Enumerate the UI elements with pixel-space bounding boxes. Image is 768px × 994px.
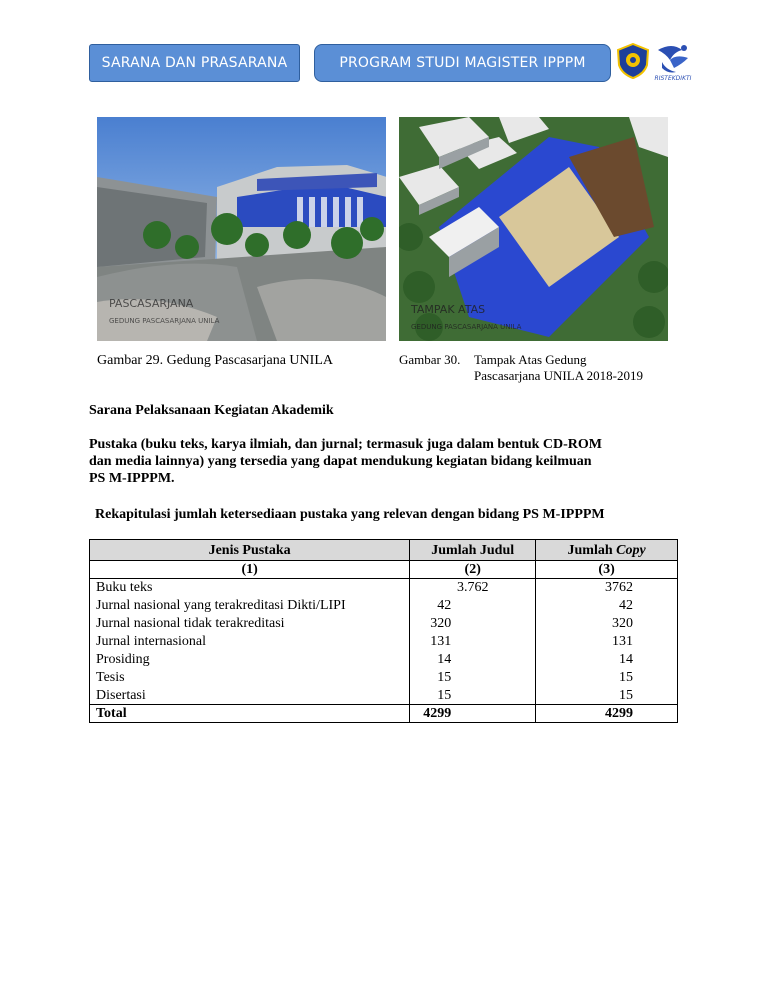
photo-overlay-subtitle: GEDUNG PASCASARJANA UNILA (411, 323, 522, 331)
table-cell: 15 (410, 669, 536, 687)
header-program-tab: PROGRAM STUDI MAGISTER IPPPM (314, 44, 611, 82)
table-total-row (90, 705, 678, 723)
table-cell: 320 (410, 615, 536, 633)
figure-caption-line: Pascasarjana UNILA 2018-2019 (474, 368, 643, 383)
table-cell: 42 (410, 597, 536, 615)
photo-overlay-title: PASCASARJANA (109, 297, 194, 310)
table-number-row (90, 561, 678, 579)
table-cell: 3.762 (410, 579, 536, 597)
table-cell: 3762 (536, 579, 678, 597)
table-cell: Jurnal nasional tidak terakreditasi (90, 615, 410, 633)
column-number: (3) (536, 561, 678, 579)
table-cell: 15 (410, 687, 536, 705)
section-title: Sarana Pelaksanaan Kegiatan Akademik (89, 403, 334, 418)
aerial-photo (399, 117, 668, 341)
column-header-text: Jumlah (567, 542, 617, 558)
table-cell: Total (90, 705, 410, 723)
table-cell: Prosiding (90, 651, 410, 669)
table-row (90, 579, 678, 597)
column-number: (2) (410, 561, 536, 579)
table-cell: Tesis (90, 669, 410, 687)
table-cell: 15 (536, 669, 678, 687)
pustaka-table (89, 539, 678, 723)
paragraph-line: PS M-IPPPM. (89, 471, 175, 486)
paragraph-line: Pustaka (buku teks, karya ilmiah, dan jurnal; termasuk juga dalam bentuk CD-ROM (89, 437, 603, 452)
table-row (90, 633, 678, 651)
table-cell: 131 (536, 633, 678, 651)
table-cell: 131 (410, 633, 536, 651)
column-header-italic: Copy (616, 542, 646, 558)
table-cell: Jurnal nasional yang terakreditasi Dikti/LIPI (90, 597, 410, 615)
table-title: Rekapitulasi jumlah ketersediaan pustaka yang relevan dengan bidang PS M-IPPPM (95, 507, 605, 522)
figure-caption: Gambar 29. Gedung Pascasarjana UNILA (97, 353, 333, 368)
table-header-row (90, 540, 678, 561)
column-header: Jumlah Judul (410, 540, 536, 561)
paragraph-line: dan media lainnya) yang tersedia yang dapat mendukung kegiatan bidang keilmuan (89, 454, 592, 469)
table-row (90, 597, 678, 615)
table-cell: 42 (536, 597, 678, 615)
ristekdikti-logo-text: RISTEKDIKTI (654, 75, 692, 82)
figure-caption-line: Tampak Atas Gedung (474, 352, 587, 367)
building-photo (97, 117, 386, 341)
figure-caption-number: Gambar 30. (399, 352, 461, 367)
table-row (90, 615, 678, 633)
table-row (90, 651, 678, 669)
header-section-tab: SARANA DAN PRASARANA (89, 44, 300, 82)
table-cell: 4299 (410, 705, 536, 723)
table-row (90, 687, 678, 705)
ristekdikti-logo (652, 40, 694, 82)
table-row (90, 669, 678, 687)
unila-logo (616, 43, 650, 79)
table-cell: 14 (410, 651, 536, 669)
table-cell: 4299 (536, 705, 678, 723)
photo-overlay-subtitle: GEDUNG PASCASARJANA UNILA (109, 317, 220, 325)
column-header: Jenis Pustaka (90, 540, 410, 561)
column-header (536, 540, 678, 561)
column-number: (1) (90, 561, 410, 579)
table-cell: 15 (536, 687, 678, 705)
table-cell: 320 (536, 615, 678, 633)
photo-overlay-title: TAMPAK ATAS (411, 303, 486, 316)
table-cell: Jurnal internasional (90, 633, 410, 651)
table-cell: Buku teks (90, 579, 410, 597)
table-cell: 14 (536, 651, 678, 669)
table-cell: Disertasi (90, 687, 410, 705)
